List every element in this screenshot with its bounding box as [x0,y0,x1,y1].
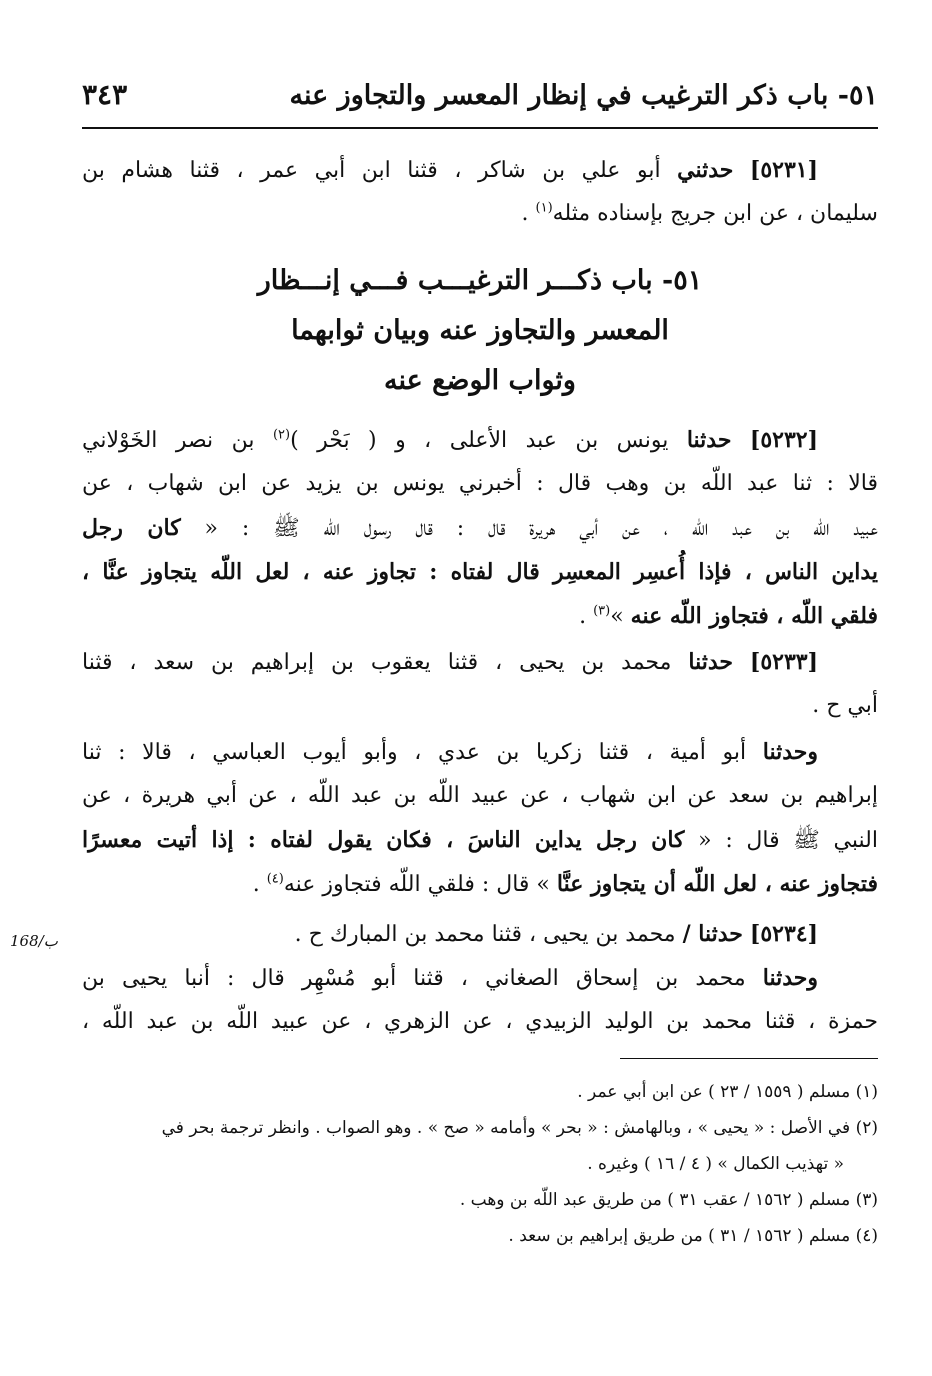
hadith-5231 [82,148,878,236]
hadith-number: [٥٢٣٤] [749,921,818,947]
footnote-ref: (٣) [593,603,611,619]
hadith-number: [٥٢٣١] [749,157,819,183]
footnote-rule [620,1058,878,1059]
text-span: سليمان ، عن ابن جريج بإسناده مثله [552,201,878,226]
text-line: قالا : ثنا عبد اللّه بن وهب قال : أخبرني يونس بن يزيد عن ابن شهاب ، عن [82,471,878,496]
hadith-5233 [82,640,878,728]
footnotes [82,1074,878,1254]
text-span: أبو أمية ، قثنا زكريا بن عدي ، وأبو أيوب العباسي ، قالا : ثنا [82,740,747,765]
hadith-lead: وحدثنا [762,739,818,765]
hadith-lead: حدثني [677,157,734,183]
header-rule [82,127,878,129]
text-span: يونس بن عبد الأعلى ، و ( بَحْر ) [290,428,669,453]
text-span: » قال : فلقي اللّه فتجاوز عنه [283,872,557,897]
text-line [82,912,878,956]
text-line [82,818,878,862]
hadith-5233-second-chain [82,730,878,906]
margin-folio-note: 168/ب [10,932,58,950]
text-line [82,148,878,192]
text-line [82,418,878,462]
footnote: (٤) مسلم ( ١٥٦٢ / ٣١ ) من طريق إبراهيم بن سعد . [508,1226,878,1246]
chapter-line: ٥١- باب ذكـــر الترغيـــب فـــي إنـــظار [257,265,703,296]
text-span: . [252,872,267,897]
chapter-heading [82,256,878,406]
footnote-ref: (١) [535,200,553,216]
footnote: (٣) مسلم ( ١٥٦٢ / عقب ٣١ ) من طريق عبد اللّه بن وهب . [459,1190,878,1210]
footnote-ref: (٤) [266,871,284,887]
text-span: محمد بن إسحاق الصغاني ، قثنا أبو مُسْهِر قال : أنبا يحيى بن [82,966,746,991]
text-line [82,862,878,906]
text-line [82,730,878,774]
text-span: النبي ﷺ قال : « [684,828,878,853]
text-line: أبي ح . [812,693,878,718]
hadith-lead: وحدثنا [762,965,818,991]
text-span: . [521,201,536,226]
text-span: محمد بن يحيى ، قثنا محمد بن المبارك ح . [294,922,676,947]
text-span: كان رجل [82,515,181,541]
text-span: محمد بن يحيى ، قثنا يعقوب بن إبراهيم بن سعد ، قثنا [82,650,672,675]
hadith-lead: حدثنا [688,649,733,675]
chapter-line: المعسر والتجاوز عنه وبيان ثوابهما [291,315,669,346]
text-span: أبو علي بن شاكر ، قثنا ابن أبي عمر ، قثنا هشام بن [82,158,661,183]
footnote: (١) مسلم ( ١٥٥٩ / ٢٣ ) عن ابن أبي عمر . [577,1082,878,1102]
hadith-lead: حدثنا [686,427,732,453]
text-line: حمزة ، قثنا محمد بن الوليد الزبيدي ، عن الزهري ، عن عبيد اللّه بن عبد اللّه ، [82,1009,878,1034]
text-span: عبيد اللّه بن عبد اللّه ، عن أبي هريرة قال : قال رسول اللّه ﷺ : « [180,516,878,541]
hadith-lead: حدثنا / [682,921,743,947]
text-line [82,640,878,684]
text-span: بن نصر الخَوْلاني [82,428,273,453]
text-span: فلقي اللّه ، فتجاوز اللّه عنه [630,603,878,629]
hadith-5232 [82,418,878,638]
text-line [82,192,878,236]
hadith-5234 [82,912,878,1044]
running-title: ٥١- باب ذكر الترغيب في إنظار المعسر والتجاوز عنه [289,80,878,111]
hadith-number: [٥٢٣٣] [749,649,819,675]
text-span: . [579,604,594,629]
text-line [82,506,878,550]
hadith-number: [٥٢٣٢] [749,427,819,453]
page-number: ٣٤٣ [82,78,128,111]
running-header [82,76,878,120]
text-span: فتجاوز عنه ، لعل اللّه أن يتجاوز عنَّا [556,871,878,897]
footnote-ref: (٢) [272,427,291,443]
text-line: إبراهيم بن سعد عن ابن شهاب ، عن عبيد اللّه بن عبد اللّه ، عن أبي هريرة ، عن [82,783,878,808]
footnote: « تهذيب الكمال » ( ٤ / ١٦ ) وغيره . [587,1154,844,1174]
text-line [82,956,878,1000]
text-line [82,594,878,638]
text-line: يداين الناس ، فإذا أُعسِر المعسِر قال لفتاه : تجاوز عنه ، لعل اللّه يتجاوز عنَّا ، [82,559,878,585]
chapter-line: وثواب الوضع عنه [384,365,576,396]
text-span: كان رجل يداين الناسَ ، فكان يقول لفتاه : إذا أتيت معسرًا [82,827,685,853]
footnote: (٢) في الأصل : « يحيى » ، وبالهامش : « بحر » وأمامه « صح » . وهو الصواب . وانظر ترجمة بحر في [161,1118,878,1138]
text-span: » [610,604,631,629]
